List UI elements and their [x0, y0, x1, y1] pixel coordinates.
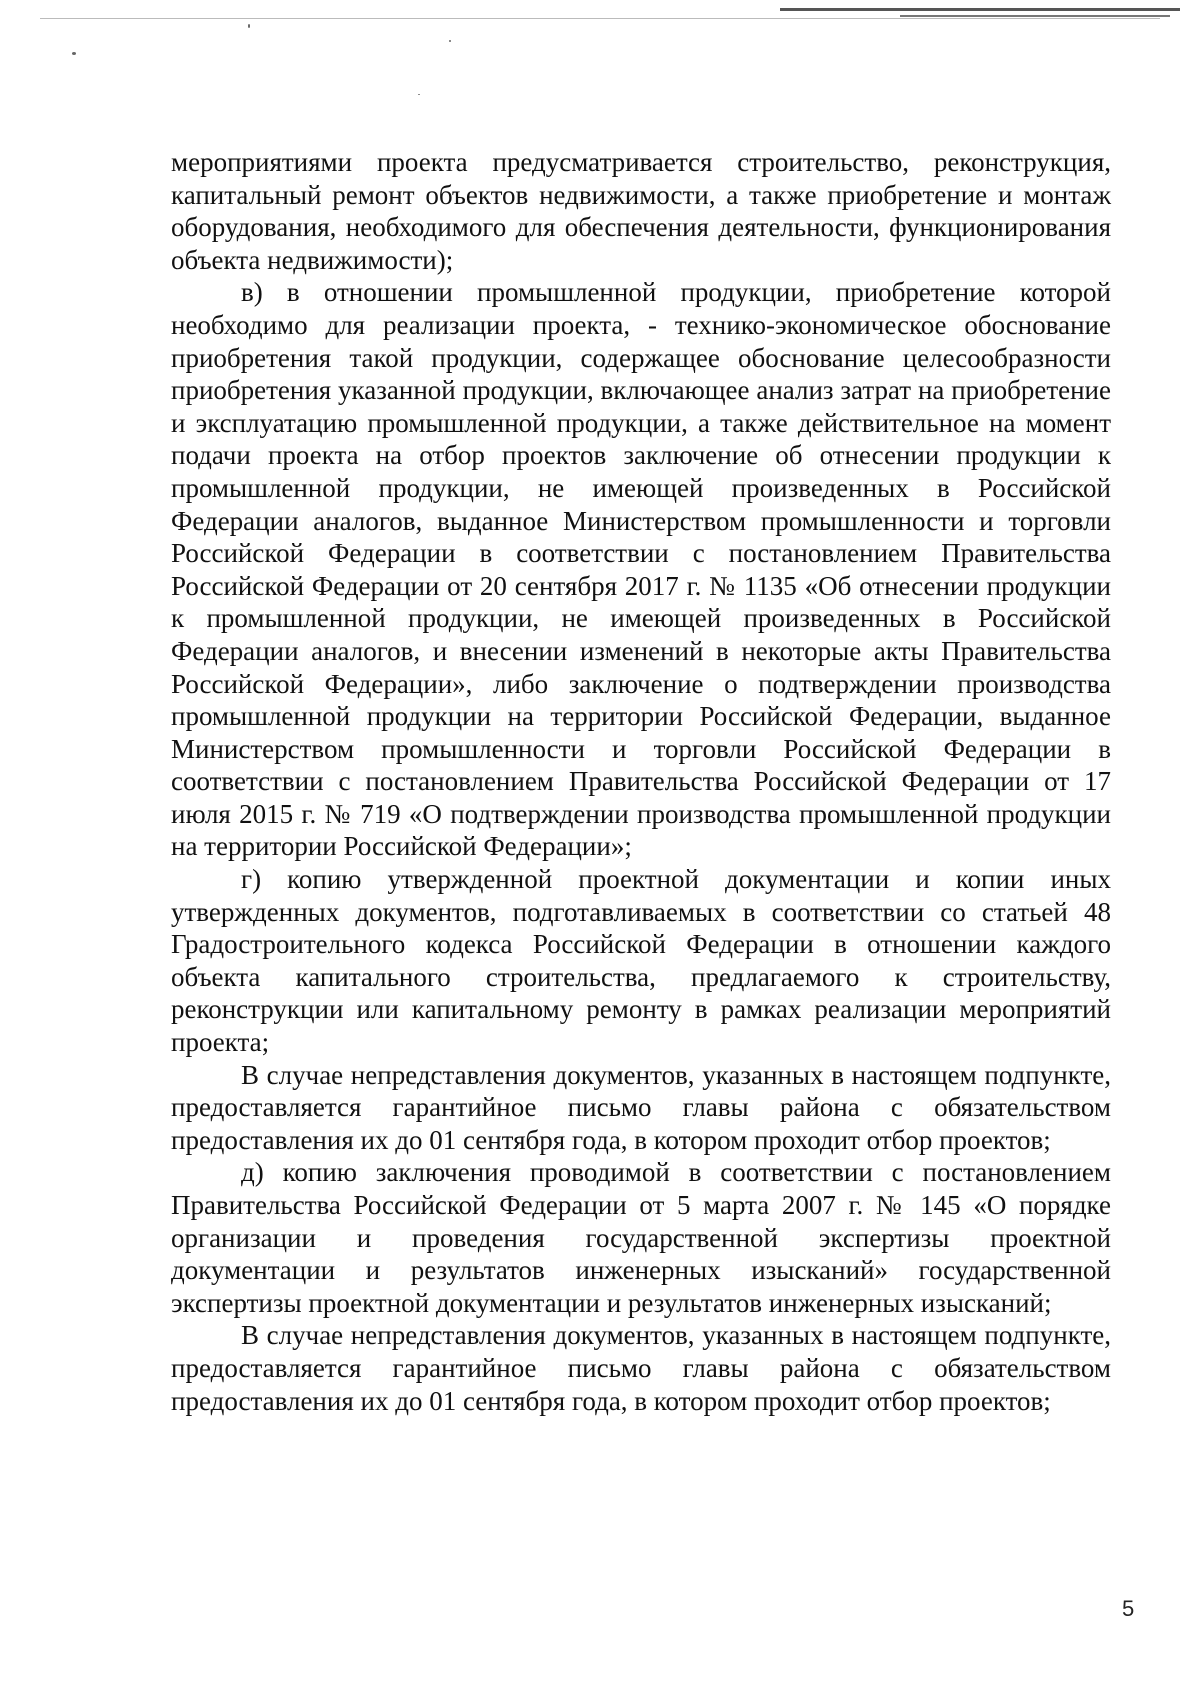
paragraph-item-g-note: В случае непредставления документов, указанных в настоящем подпункте, предоставляется гарантийное письмо главы района с обязательством предоставления их до 01 сентября года, в котором проходит отбор проектов; [171, 1059, 1111, 1155]
scan-speck [418, 94, 420, 95]
scan-speck [449, 40, 451, 42]
scan-artifact-rule [40, 18, 1160, 19]
scan-artifact-rule [780, 8, 1180, 11]
paragraph-item-v: в) в отношении промышленной продукции, приобретение которой необходимо для реализации проекта, - технико-экономическое обоснование приобретения такой продукции, содержащее обоснование целесообразности приобретения указанной продукции, включающее анализ затрат на приобретение и эксплуатацию промышленной продукции, а также действительное на момент подачи проекта на отбор проектов заключение об отнесении продукции к промышленной продукции, не имеющей произведенных в Российской Федерации аналогов, выданное Министерством промышленности и торговли Российской Федерации в соответствии с постановлением Правительства Российской Федерации от 20 сентября 2017 г. № 1135 «Об отнесении продукции к промышленной продукции, не имеющей произведенных в Российской Федерации аналогов, и внесении изменений в некоторые акты Правительства Российской Федерации», либо заключение о подтверждении производства промышленной продукции на территории Российской Федерации, выданное Министерством промышленности и торговли Российской Федерации в соответствии с постановлением Правительства Российской Федерации от 17 июля 2015 г. № 719 «О подтверждении производства промышленной продукции на территории Российской Федерации»; [171, 277, 1111, 862]
paragraph-item-g: г) копию утвержденной проектной документации и копии иных утвержденных документов, подготавливаемых в соответствии со статьей 48 Градостроительного кодекса Российской Федерации в отношении каждого объекта капитального строительства, предлагаемого к строительству, реконструкции или капитальному ремонту в рамках реализации мероприятий проекта; [171, 864, 1111, 1058]
scan-artifact-rule [900, 15, 1170, 17]
paragraph-item-d: д) копию заключения проводимой в соответствии с постановлением Правительства Российской Федерации от 5 марта 2007 г. № 145 «О порядке организации и проведения государственной экспертизы проектной документации и результатов инженерных изысканий» государственной экспертизы проектной документации и результатов инженерных изысканий; [171, 1157, 1111, 1318]
scan-speck [248, 24, 250, 28]
document-body [171, 146, 1111, 1417]
scan-speck [72, 52, 76, 55]
paragraph-continuation: мероприятиями проекта предусматривается строительство, реконструкция, капитальный ремонт объектов недвижимости, а также приобретение и монтаж оборудования, необходимого для обеспечения деятельности, функционирования объекта недвижимости); [171, 147, 1111, 275]
page-number: 5 [1122, 1596, 1135, 1621]
paragraph-item-d-note: В случае непредставления документов, указанных в настоящем подпункте, предоставляется гарантийное письмо главы района с обязательством предоставления их до 01 сентября года, в котором проходит отбор проектов; [171, 1320, 1111, 1416]
